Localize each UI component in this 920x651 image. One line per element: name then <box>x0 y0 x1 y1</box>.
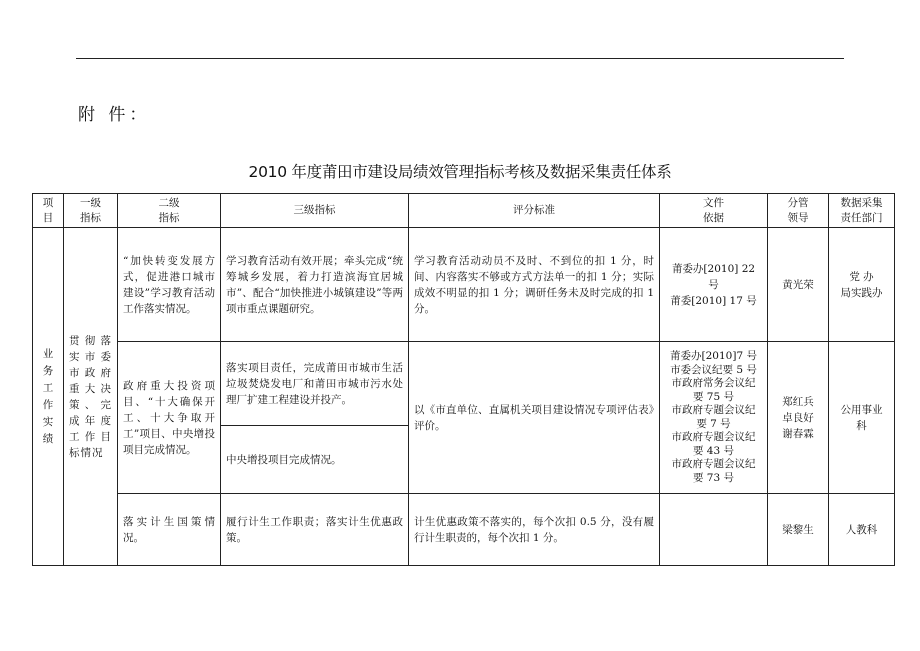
table-header-row <box>33 194 895 228</box>
leader-cell: 郑红兵 卓良好 谢春霖 <box>768 342 829 494</box>
table-row <box>33 342 895 426</box>
document-title: 2010 年度莆田市建设局绩效管理指标考核及数据采集责任体系 <box>248 163 672 181</box>
col-header-level3: 三级指标 <box>221 194 409 228</box>
level3-cell: 学习教育活动有效开展；牵头完成“统筹城乡发展，着力打造滨海宜居城市”、配合“加快推进小城镇建设”等两项市重点课题研究。 <box>221 228 409 342</box>
criteria-cell: 学习教育活动动员不及时、不到位的扣 1 分，时间、内容落实不够或方式方法单一的扣 1 分；实际成效不明显的扣 1 分；调研任务未及时完成的扣 1 分。 <box>409 228 660 342</box>
level2-cell: 政府重大投资项目、“十大确保开工、十大争取开工”项目、中央增投项目完成情况。 <box>118 342 221 494</box>
level1-cell: 贯彻落实市委市政府重大决策、完成年度工作目标情况 <box>64 228 118 566</box>
col-header-leader: 分管 领导 <box>768 194 829 228</box>
category-cell: 业 务 工 作 实 绩 <box>33 228 64 566</box>
attachment-label: 附 件： <box>78 105 151 125</box>
header-rule <box>76 58 844 59</box>
level3-cell: 落实项目责任，完成莆田市城市生活垃圾焚烧发电厂和莆田市城市污水处理厂扩建工程建设并投产。 <box>221 342 409 426</box>
criteria-cell: 计生优惠政策不落实的，每个次扣 0.5 分，没有履行计生职责的，每个次扣 1 分。 <box>409 494 660 566</box>
criteria-cell: 以《市直单位、直属机关项目建设情况专项评估表》评价。 <box>409 342 660 494</box>
dept-cell: 公用事业 科 <box>829 342 895 494</box>
dept-cell: 人教科 <box>829 494 895 566</box>
level2-cell: 落实计生国策情况。 <box>118 494 221 566</box>
col-header-dept: 数据采集 责任部门 <box>829 194 895 228</box>
table-row <box>33 228 895 342</box>
col-header-criteria: 评分标准 <box>409 194 660 228</box>
level3-cell: 履行计生工作职责；落实计生优惠政策。 <box>221 494 409 566</box>
col-header-level1: 一级 指标 <box>64 194 118 228</box>
col-header-level2: 二级 指标 <box>118 194 221 228</box>
col-header-category: 项 目 <box>33 194 64 228</box>
leader-cell: 黄光荣 <box>768 228 829 342</box>
table-row <box>33 494 895 566</box>
docs-cell: 莆委办[2010] 22 号 莆委[2010] 17 号 <box>660 228 768 342</box>
dept-cell: 党 办 局实践办 <box>829 228 895 342</box>
level3-cell: 中央增投项目完成情况。 <box>221 426 409 494</box>
col-header-docs: 文件 依据 <box>660 194 768 228</box>
leader-cell: 梁黎生 <box>768 494 829 566</box>
docs-cell: 莆委办[2010]7 号 市委会议纪要 5 号 市政府常务会议纪 要 75 号 市政府专题会议纪 要 7 号 市政府专题会议纪 要 43 号 市政府专题会议纪 要 73 号 <box>660 342 768 494</box>
docs-cell <box>660 494 768 566</box>
level2-cell: “加快转变发展方式，促进港口城市建设”学习教育活动工作落实情况。 <box>118 228 221 342</box>
responsibility-table <box>32 193 895 566</box>
